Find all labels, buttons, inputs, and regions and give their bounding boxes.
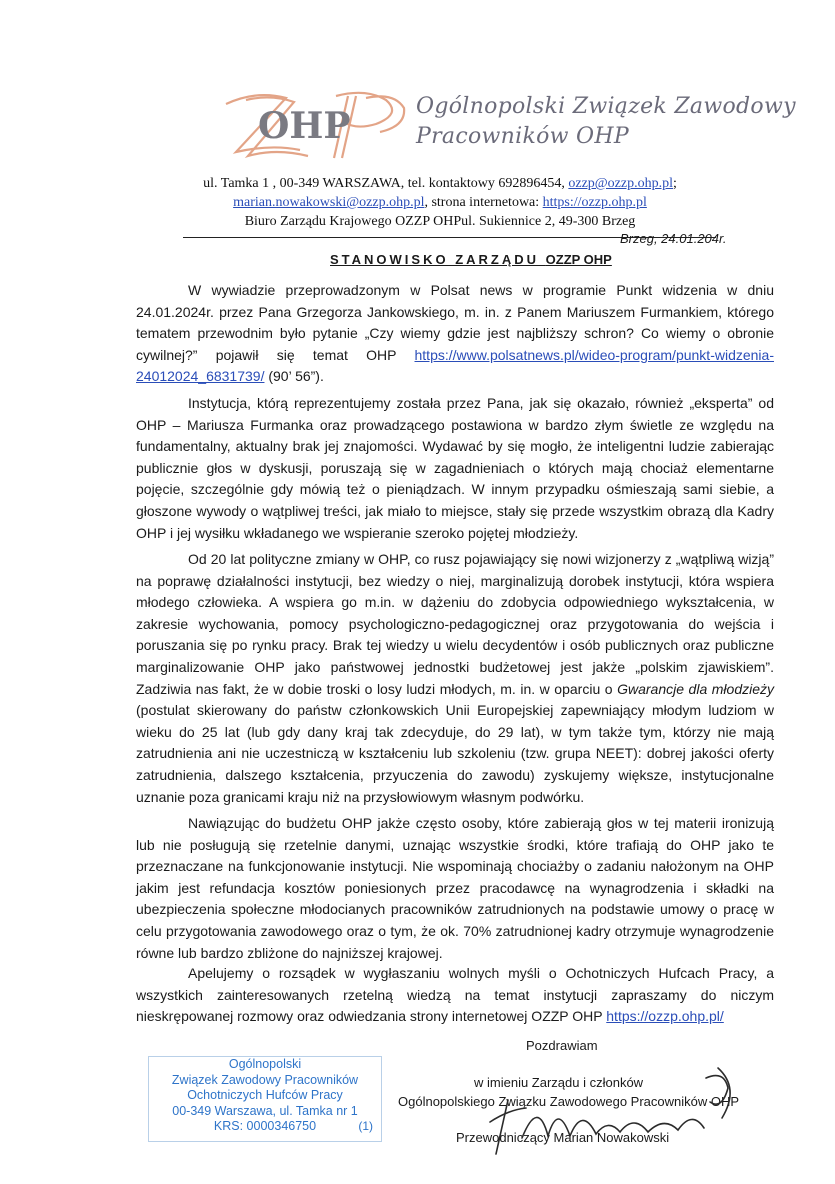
contact-line-2: marian.nowakowski@ozzp.ohp.pl, strona internetowa: https://ozzp.ohp.pl [233,195,647,210]
contact-line-1: ul. Tamka 1 , 00-349 WARSZAWA, tel. kontaktowy 692896454, ozzp@ozzp.ohp.pl; [203,176,677,191]
email-link[interactable]: ozzp@ozzp.ohp.pl [568,176,673,191]
closing-line-2: Ogólnopolskiego Związku Zawodowego Pracowników OHP [398,1094,740,1109]
document-title: STANOWISKO ZARZĄDU OZZP OHP [330,252,612,267]
polsatnews-link[interactable]: https://www.polsatnews.pl/wideo-program/punkt-widzenia-24012024_6831739/ [136,346,774,385]
contact-block [160,174,720,231]
paragraph-1: W wywiadzie przeprowadzonym w Polsat news w programie Punkt widzenia w dniu 24.01.2024r. przez Pana Grzegorza Jankowskiego, m. in. z Panem Mariuszem Furmankiem, którego tematem przewodnim było pytanie „Czy wiemy gdzie jest najbliższy schron? Co wiemy o obronie cywilnej?” pojawił się temat OHP https://www.polsatnews.pl/wideo-program/punkt-widzenia-24012024_6831739/ (90’ 56”). [136,282,774,385]
contact-line-3: Biuro Zarządu Krajowego OZZP OHPul. Sukiennice 2, 49-300 Brzeg [244,214,636,229]
organization-name [416,92,796,152]
svg-text:OHP: OHP [258,105,351,147]
website-link[interactable]: https://ozzp.ohp.pl [542,195,647,210]
emphasis-youth-guarantee: Gwarancje dla młodzieży [617,680,775,697]
closing-signatory: Przewodniczący Marian Nowakowski [456,1130,670,1145]
org-name-line-2: Pracowników OHP [416,124,629,149]
ozzp-ohp-logo [216,86,412,162]
org-name-line-1: Ogólnopolski Związek Zawodowy [416,94,796,119]
paragraph-2: Instytucja, którą reprezentujemy została przez Pana, jak się okazało, również „eksperta” od OHP – Mariusza Furmanka oraz prowadzącego postawiona w bardzo złym świetle ze względu na fundamentalny, aktualny brak jej znajomości. Wydawać by się mogło, że inteligentni ludzie zabierając publicznie głos w dyskusji, poruszają się w zagadnieniach o których mają chociaż elementarne pojęcie, szczególnie gdy mówią też o pieniądzach. W innym przypadku ośmieszają sami siebie, a głoszone wywody o wątpliwej treści, jak miało to miejsce, stały się przede wszystkim obrazą dla Kadry OHP i jej wysiłku wkładanego we wspieranie szeroko pojętej młodzieży. [136,395,774,541]
closing-line-1: w imieniu Zarządu i członków [474,1075,644,1090]
document-date: Brzeg, 24.01.204r. [620,231,727,246]
paragraph-4: Nawiązując do budżetu OHP jakże często osoby, które zabierają głos w tej materii ironizują lub nie posługują się rzetelnie danymi, uznając wszystkie środki, które trafiają do OHP jako te przeznaczane na funkcjonowanie instytucji. Nie wspominają chociażby o zadaniu nałożonym na OHP jakim jest refundacja kosztów poniesionych przez pracodawcę na wynagrodzenia i składki na ubezpieczenia społeczne młodocianych pracowników zatrudnionych na podstawie umowy o pracę w celu przygotowania zawodowego oraz o tym, że ok. 70% zatrudnionej kadry otrzymuje wynagrodzenie równe lub bardzo zbliżone do najniższej krajowej. [136,815,774,961]
handwritten-signature [478,1058,753,1158]
paragraph-3: Od 20 lat polityczne zmiany w OHP, co rusz pojawiający się nowi wizjonerzy z „wątpliwą wizją” na poprawę działalności instytucji, bez wiedzy o niej, marginalizują dorobek instytucji, która wspiera młodego człowieka. A wspiera go m.in. w dążeniu do zdobycia odpowiedniego wykształcenia, w zakresie wychowania, pomocy psychologiczno-pedagogicznej oraz przygotowania do wejścia i poruszania się po rynku pracy. Brak tej wiedzy u wielu decydentów i osób publicznych oraz publiczne marginalizowanie OHP jako państwowej jednostki budżetowej jest jakże „polskim zjawiskiem”. Zadziwia nas fakt, że w dobie troski o losy ludzi młodych, m. in. w oparciu o Gwarancje dla młodzieży (postulat skierowany do państw członkowskich Unii Europejskiej zapewniający młodym ludziom w wieku do 25 lat (lub gdy dany kraj tak zdecyduje, do 29 lat), w tym także tym, którzy nie mają zatrudnienia ani nie uczestniczą w kształceniu lub szkoleniu (tzw. grupa NEET): dobrej jakości oferty zatrudnienia, dalszego kształcenia, przyuczenia do zawodu) zyskujemy większe, instytucjonalne uznanie poza granicami kraju niż na przysłowiowym własnym podwórku. [136,551,775,805]
paragraph-5: Apelujemy o rozsądek w wygłaszaniu wolnych myśli o Ochotniczych Hufcach Pracy, a wszystkich zainteresowanych rzetelną wiedzą na temat instytucji zapraszamy do niczym nieskrępowanej rozmowy oraz odwiedzania strony internetowej OZZP OHP https://ozzp.ohp.pl/ [136,965,774,1025]
ozzp-website-link[interactable]: https://ozzp.ohp.pl/ [606,1008,724,1025]
closing-greeting: Pozdrawiam [526,1038,598,1053]
organization-stamp: Ogólnopolski Związek Zawodowy Pracowników Ochotniczych Hufców Pracy 00-349 Warszawa, ul. Tamka nr 1 KRS: 0000346750 (1) [148,1056,382,1142]
chairman-email-link[interactable]: marian.nowakowski@ozzp.ohp.pl [233,195,425,210]
